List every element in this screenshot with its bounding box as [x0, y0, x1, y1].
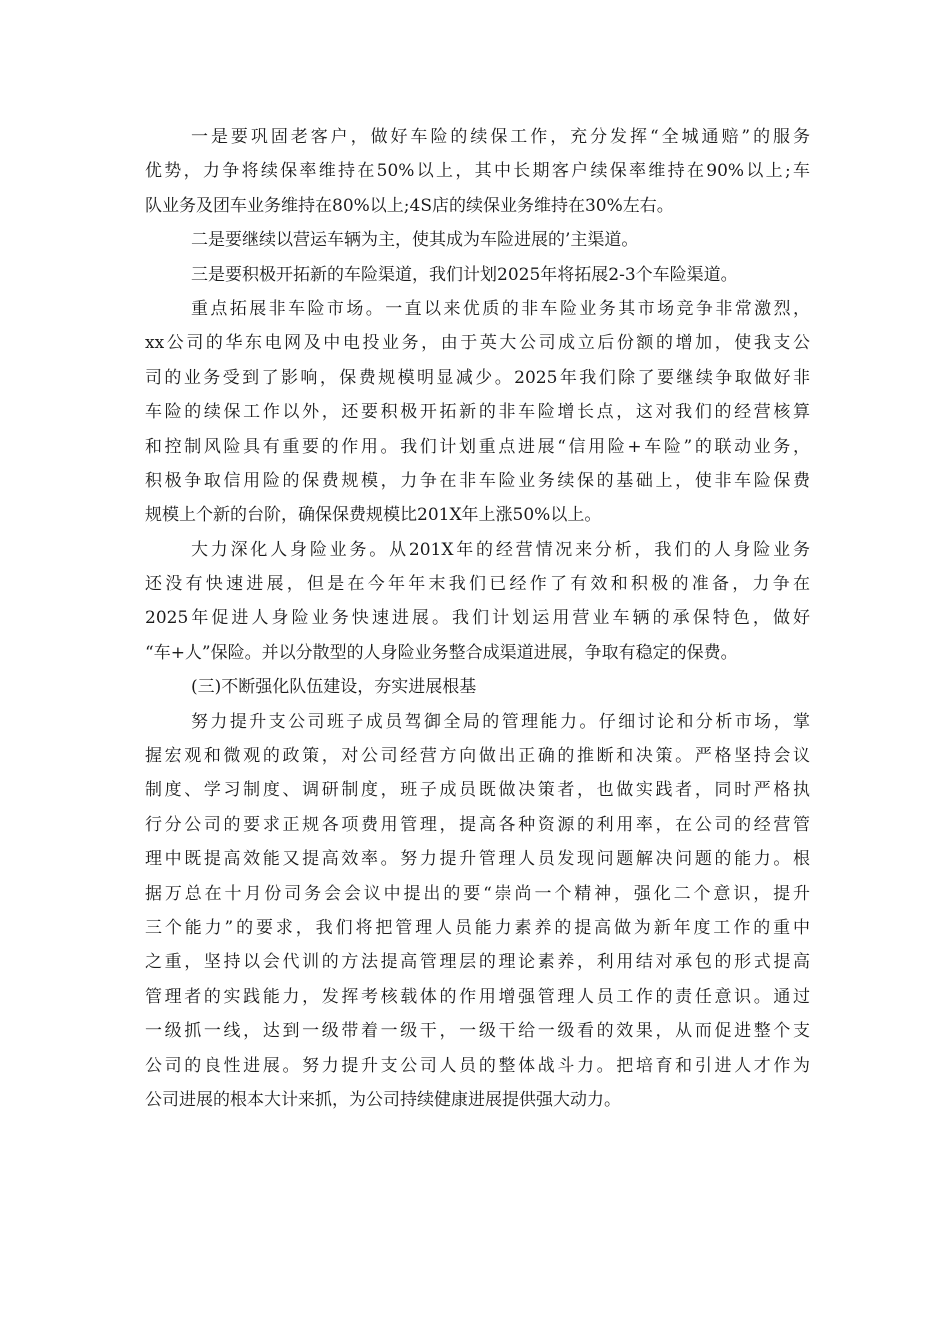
- paragraph-line: 公司的良性进展。努力提升支公司人员的整体战斗力。把培育和引进人才作为: [145, 1055, 810, 1076]
- paragraph-line: 还没有快速进展，但是在今年年末我们已经作了有效和积极的准备，力争在: [145, 574, 810, 595]
- document-body: [145, 120, 810, 1117]
- paragraph-line: 大力深化人身险业务。从201X年的经营情况来分析，我们的人身险业务: [191, 539, 810, 560]
- paragraph-line: 二是要继续以营运车辆为主，使其成为车险进展的’主渠道。: [191, 230, 639, 251]
- paragraph-line: 制度、学习制度、调研制度，班子成员既做决策者，也做实践者，同时严格执: [145, 780, 810, 801]
- paragraph-line: “车+人”保险。并以分散型的人身险业务整合成渠道进展，争取有稳定的保费。: [145, 642, 738, 663]
- paragraph-line: 之重，坚持以会代训的方法提高管理层的理论素养，利用结对承包的形式提高: [145, 952, 810, 973]
- paragraph-line: 优势，力争将续保率维持在50%以上，其中长期客户续保率维持在90%以上;车: [145, 161, 810, 182]
- paragraph-line: 队业务及团车业务维持在80%以上;4S店的续保业务维持在30%左右。: [145, 195, 674, 216]
- paragraph-line: 行分公司的要求正规各项费用管理，提高各种资源的利用率，在公司的经营管: [145, 814, 810, 835]
- paragraph-line: 三是要积极开拓新的车险渠道，我们计划2025年将拓展2-3个车险渠道。: [191, 264, 738, 285]
- paragraph-line: 一是要巩固老客户，做好车险的续保工作，充分发挥“全城通赔”的服务: [191, 127, 810, 147]
- section-heading: (三)不断强化队伍建设，夯实进展根基: [191, 677, 477, 698]
- paragraph-line: 司的业务受到了影响，保费规模明显减少。2025年我们除了要继续争取做好非: [145, 367, 810, 388]
- paragraph-line: 理中既提高效能又提高效率。努力提升管理人员发现问题解决问题的能力。根: [145, 849, 810, 870]
- paragraph-line: 握宏观和微观的政策，对公司经营方向做出正确的推断和决策。严格坚持会议: [145, 746, 810, 767]
- paragraph-line: 积极争取信用险的保费规模，力争在非车险业务续保的基础上，使非车险保费: [145, 470, 810, 491]
- paragraph-line: 重点拓展非车险市场。一直以来优质的非车险业务其市场竞争非常激烈，: [191, 298, 810, 319]
- paragraph-line: 努力提升支公司班子成员驾御全局的管理能力。仔细讨论和分析市场，掌: [191, 711, 810, 732]
- paragraph-line: 公司进展的根本大计来抓，为公司持续健康进展提供强大动力。: [145, 1089, 621, 1110]
- paragraph-line: 2025年促进人身险业务快速进展。我们计划运用营业车辆的承保特色，做好: [145, 608, 810, 629]
- paragraph-line: xx公司的华东电网及中电投业务，由于英大公司成立后份额的增加，使我支公: [145, 333, 810, 354]
- paragraph-line: 一级抓一线，达到一级带着一级干，一级干给一级看的效果，从而促进整个支: [145, 1021, 810, 1042]
- paragraph-line: 管理者的实践能力，发挥考核载体的作用增强管理人员工作的责任意识。通过: [145, 986, 810, 1007]
- paragraph-line: 据万总在十月份司务会会议中提出的要“崇尚一个精神，强化二个意识，提升: [145, 883, 810, 904]
- paragraph-line: 三个能力”的要求，我们将把管理人员能力素养的提高做为新年度工作的重中: [145, 917, 810, 938]
- paragraph-line: 车险的续保工作以外，还要积极开拓新的非车险增长点，这对我们的经营核算: [145, 402, 810, 423]
- paragraph-line: 和控制风险具有重要的作用。我们计划重点进展“信用险+车险”的联动业务，: [145, 436, 810, 457]
- paragraph-line: 规模上个新的台阶，确保保费规模比201X年上涨50%以上。: [145, 505, 602, 526]
